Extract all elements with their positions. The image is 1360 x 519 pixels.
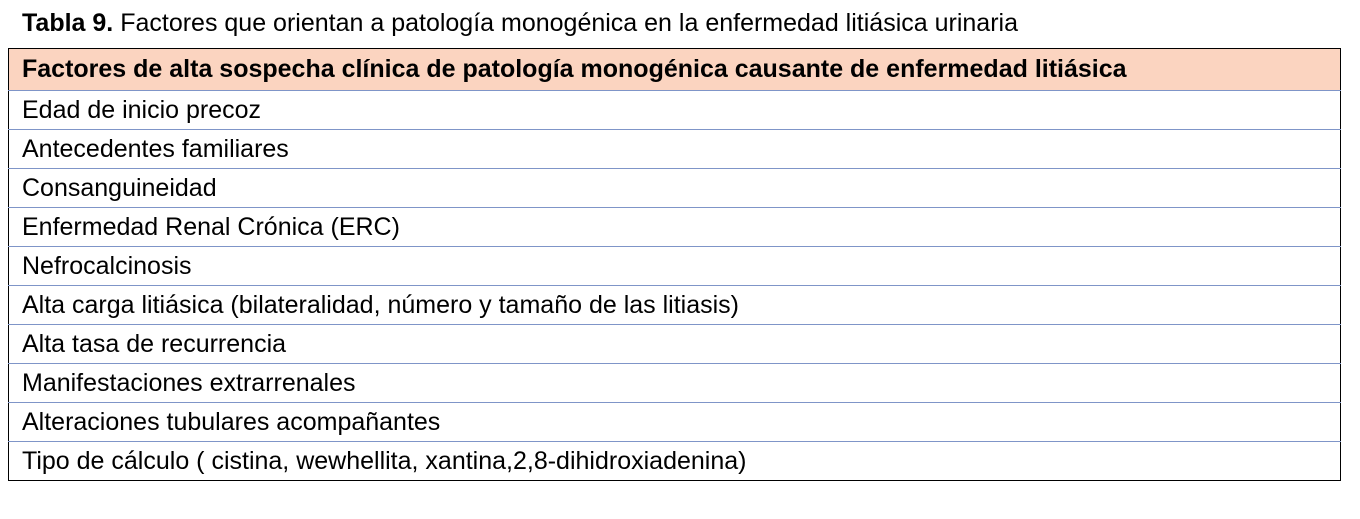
table-cell-extrarrenales: Manifestaciones extrarrenales [9, 364, 1341, 403]
factors-table [8, 48, 1341, 481]
table-cell-carga-litiasica: Alta carga litiásica (bilateralidad, número y tamaño de las litiasis) [9, 286, 1341, 325]
table-header-row [9, 49, 1341, 91]
table-row [9, 208, 1341, 247]
table-cell-recurrencia: Alta tasa de recurrencia [9, 325, 1341, 364]
table-row [9, 130, 1341, 169]
table-cell-tubulares: Alteraciones tubulares acompañantes [9, 403, 1341, 442]
caption-text: Factores que orientan a patología monogénica en la enfermedad litiásica urinaria [113, 9, 1018, 37]
table-row [9, 442, 1341, 481]
table-row [9, 325, 1341, 364]
table-cell-consanguineidad: Consanguineidad [9, 169, 1341, 208]
table-row [9, 364, 1341, 403]
table-row [9, 403, 1341, 442]
table-header-cell: Factores de alta sospecha clínica de patología monogénica causante de enfermedad litiásica [9, 49, 1341, 91]
table-cell-tipo-calculo: Tipo de cálculo ( cistina, wewhellita, xantina,2,8-dihidroxiadenina) [9, 442, 1341, 481]
table-cell-antecedentes: Antecedentes familiares [9, 130, 1341, 169]
table-row [9, 91, 1341, 130]
table-row [9, 286, 1341, 325]
table-row [9, 169, 1341, 208]
table-cell-nefrocalcinosis: Nefrocalcinosis [9, 247, 1341, 286]
table-cell-edad: Edad de inicio precoz [9, 91, 1341, 130]
table-row [9, 247, 1341, 286]
caption-label: Tabla 9. [22, 9, 114, 37]
table-caption [22, 8, 1018, 38]
table-cell-erc: Enfermedad Renal Crónica (ERC) [9, 208, 1341, 247]
